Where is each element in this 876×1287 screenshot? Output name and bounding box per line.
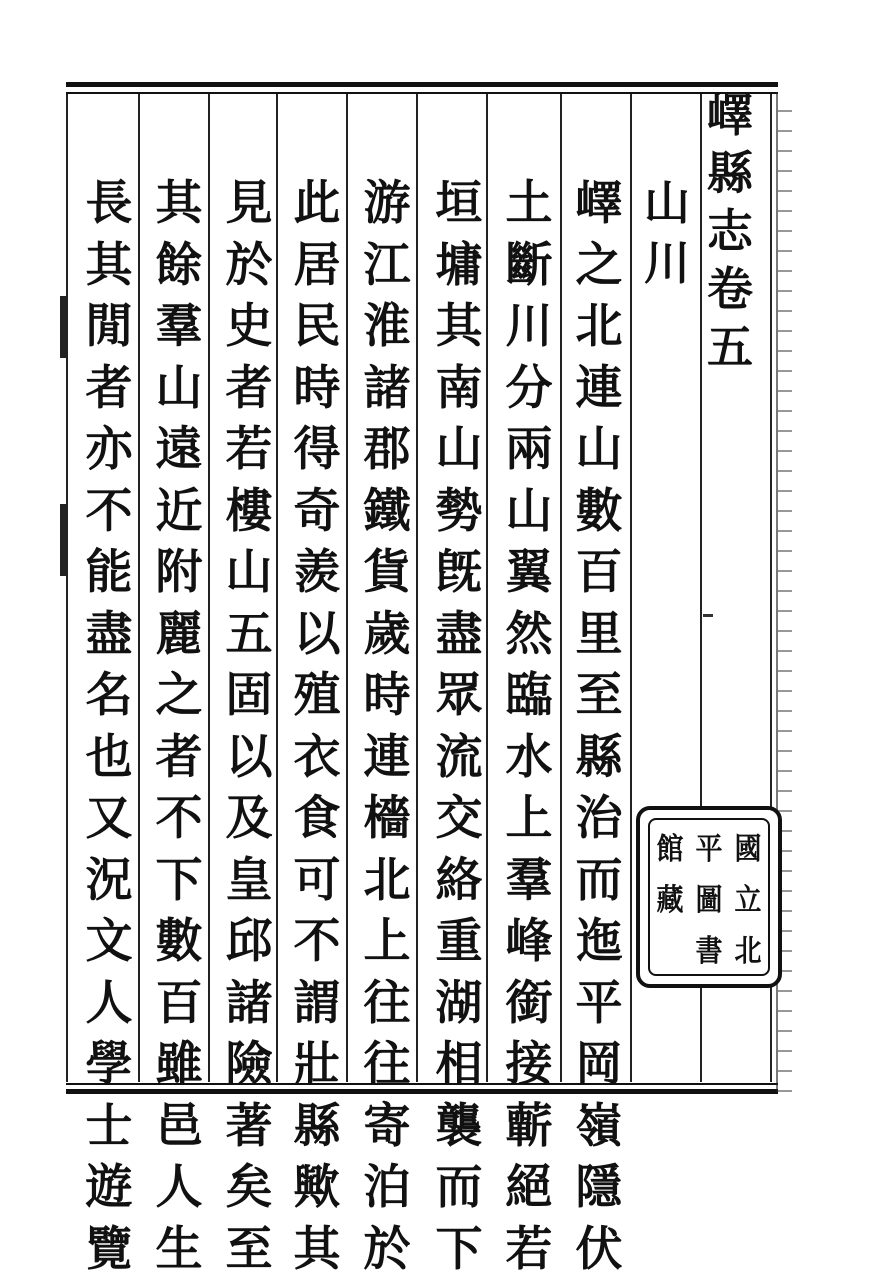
column-divider	[66, 94, 68, 1082]
top-border-rule	[66, 82, 778, 87]
body-char: 餘	[156, 242, 203, 304]
body-char: 其	[156, 180, 203, 242]
body-char: 麗	[156, 611, 203, 673]
body-char: 及	[226, 795, 273, 857]
body-char: 見	[226, 180, 273, 242]
seal-char: 館	[656, 824, 683, 868]
body-char: 連	[576, 365, 623, 427]
scan-edge-mark	[60, 296, 67, 358]
body-char: 里	[576, 611, 623, 673]
body-char: 百	[156, 980, 203, 1042]
body-char: 其	[436, 303, 483, 365]
text-column-1	[568, 180, 630, 1287]
body-char: 史	[226, 303, 273, 365]
body-char: 襲	[436, 1103, 483, 1165]
body-char: 下	[436, 1226, 483, 1287]
body-char: 嶺	[576, 1103, 623, 1165]
body-char: 於	[364, 1226, 411, 1287]
body-char: 又	[86, 795, 133, 857]
seal-inner-border	[648, 818, 770, 976]
body-char: 者	[226, 365, 273, 427]
body-char: 游	[364, 180, 411, 242]
body-char: 羣	[156, 303, 203, 365]
body-char: 之	[156, 672, 203, 734]
body-char: 上	[364, 918, 411, 980]
body-char: 然	[506, 611, 553, 673]
body-char: 伏	[576, 1226, 623, 1287]
body-char: 壯	[294, 1041, 341, 1103]
library-seal-stamp	[636, 806, 782, 988]
body-char: 得	[294, 426, 341, 488]
body-char: 雖	[156, 1041, 203, 1103]
body-char: 盡	[86, 611, 133, 673]
body-char: 不	[294, 918, 341, 980]
body-char: 者	[156, 734, 203, 796]
body-char: 況	[86, 857, 133, 919]
body-char: 閒	[86, 303, 133, 365]
body-char: 百	[576, 549, 623, 611]
body-char: 若	[506, 1226, 553, 1287]
body-char: 郡	[364, 426, 411, 488]
body-char: 絕	[506, 1164, 553, 1226]
body-char: 旣	[436, 549, 483, 611]
title-char: 志	[707, 208, 753, 266]
body-char: 檣	[364, 795, 411, 857]
body-char: 居	[294, 242, 341, 304]
body-char: 勢	[436, 488, 483, 550]
body-char: 諸	[226, 980, 273, 1042]
body-char: 墉	[436, 242, 483, 304]
body-char: 北	[576, 303, 623, 365]
body-char: 而	[576, 857, 623, 919]
body-char: 往	[364, 1041, 411, 1103]
body-char: 邱	[226, 918, 273, 980]
body-char: 下	[156, 857, 203, 919]
column-divider	[560, 94, 562, 1082]
body-char: 人	[86, 980, 133, 1042]
body-char: 奇	[294, 488, 341, 550]
body-char: 岡	[576, 1041, 623, 1103]
body-char: 隱	[576, 1164, 623, 1226]
body-char: 銜	[506, 980, 553, 1042]
body-char: 迤	[576, 918, 623, 980]
section-char: 川	[644, 240, 690, 300]
body-char: 矣	[226, 1164, 273, 1226]
body-char: 羨	[294, 549, 341, 611]
seal-char: 平	[695, 824, 722, 868]
body-char: 往	[364, 980, 411, 1042]
body-char: 盡	[436, 611, 483, 673]
body-char: 民	[294, 303, 341, 365]
body-char: 歲	[364, 611, 411, 673]
seal-char: 立	[735, 875, 762, 919]
title-char: 縣	[707, 150, 753, 208]
body-char: 而	[436, 1164, 483, 1226]
seal-char: 北	[735, 926, 762, 970]
body-char: 遠	[156, 426, 203, 488]
body-char: 士	[86, 1103, 133, 1165]
body-char: 貨	[364, 549, 411, 611]
body-char: 謂	[294, 980, 341, 1042]
seal-char: 圖	[695, 875, 722, 919]
body-char: 邑	[156, 1103, 203, 1165]
body-char: 時	[364, 672, 411, 734]
body-char: 分	[506, 365, 553, 427]
body-char: 山	[576, 426, 623, 488]
body-char: 長	[86, 180, 133, 242]
body-char: 以	[226, 734, 273, 796]
body-char: 上	[506, 795, 553, 857]
body-char: 於	[226, 242, 273, 304]
text-column-8	[78, 180, 140, 1287]
title-char: 嶧	[707, 92, 753, 150]
body-char: 平	[576, 980, 623, 1042]
body-char: 歟	[294, 1164, 341, 1226]
body-char: 交	[436, 795, 483, 857]
body-char: 殖	[294, 672, 341, 734]
body-char: 著	[226, 1103, 273, 1165]
seal-char: 書	[695, 926, 722, 970]
text-column-5	[286, 180, 348, 1287]
body-char: 江	[364, 242, 411, 304]
body-char: 覽	[86, 1226, 133, 1287]
top-inner-rule	[66, 92, 778, 94]
body-char: 者	[86, 365, 133, 427]
body-char: 遊	[86, 1164, 133, 1226]
body-char: 泊	[364, 1164, 411, 1226]
body-char: 生	[156, 1226, 203, 1287]
body-char: 以	[294, 611, 341, 673]
body-char: 淮	[364, 303, 411, 365]
body-char: 至	[226, 1226, 273, 1287]
body-char: 不	[156, 795, 203, 857]
body-char: 山	[506, 488, 553, 550]
body-char: 近	[156, 488, 203, 550]
seal-char: 國	[735, 824, 762, 868]
body-char: 名	[86, 672, 133, 734]
body-char: 五	[226, 611, 273, 673]
body-char: 食	[294, 795, 341, 857]
body-char: 蘄	[506, 1103, 553, 1165]
body-char: 土	[506, 180, 553, 242]
body-char: 可	[294, 857, 341, 919]
body-char: 眾	[436, 672, 483, 734]
body-char: 寄	[364, 1103, 411, 1165]
body-char: 嶧	[576, 180, 623, 242]
body-char: 衣	[294, 734, 341, 796]
body-char: 其	[86, 242, 133, 304]
column-divider	[630, 94, 632, 1082]
body-char: 樓	[226, 488, 273, 550]
body-char: 也	[86, 734, 133, 796]
body-char: 文	[86, 918, 133, 980]
body-char: 絡	[436, 857, 483, 919]
body-char: 垣	[436, 180, 483, 242]
body-char: 川	[506, 303, 553, 365]
body-char: 水	[506, 734, 553, 796]
volume-title	[698, 92, 762, 382]
body-char: 重	[436, 918, 483, 980]
body-char: 流	[436, 734, 483, 796]
body-char: 諸	[364, 365, 411, 427]
body-char: 學	[86, 1041, 133, 1103]
body-char: 亦	[86, 426, 133, 488]
body-char: 不	[86, 488, 133, 550]
body-char: 數	[156, 918, 203, 980]
title-char: 五	[707, 324, 753, 382]
body-char: 臨	[506, 672, 553, 734]
body-char: 時	[294, 365, 341, 427]
body-char: 兩	[506, 426, 553, 488]
body-char: 縣	[294, 1103, 341, 1165]
body-char: 山	[436, 426, 483, 488]
text-column-3	[428, 180, 490, 1287]
body-char: 北	[364, 857, 411, 919]
text-column-2	[498, 180, 560, 1287]
body-char: 皇	[226, 857, 273, 919]
body-char: 接	[506, 1041, 553, 1103]
body-char: 山	[156, 365, 203, 427]
text-column-7	[148, 180, 210, 1287]
body-char: 之	[576, 242, 623, 304]
section-heading	[636, 180, 698, 300]
section-char: 山	[644, 180, 690, 240]
text-column-6	[218, 180, 280, 1287]
body-char: 連	[364, 734, 411, 796]
body-char: 翼	[506, 549, 553, 611]
title-char: 卷	[707, 266, 753, 324]
body-char: 能	[86, 549, 133, 611]
text-column-4	[356, 180, 418, 1287]
body-char: 固	[226, 672, 273, 734]
ink-speck	[703, 614, 713, 617]
seal-char: 藏	[656, 875, 683, 919]
body-char: 險	[226, 1041, 273, 1103]
body-char: 羣	[506, 857, 553, 919]
body-char: 其	[294, 1226, 341, 1287]
body-char: 湖	[436, 980, 483, 1042]
scan-edge-mark	[60, 504, 67, 576]
body-char: 山	[226, 549, 273, 611]
body-char: 若	[226, 426, 273, 488]
body-char: 相	[436, 1041, 483, 1103]
body-char: 此	[294, 180, 341, 242]
body-char: 南	[436, 365, 483, 427]
body-char: 人	[156, 1164, 203, 1226]
body-char: 附	[156, 549, 203, 611]
body-char: 至	[576, 672, 623, 734]
body-char: 峰	[506, 918, 553, 980]
body-char: 鐵	[364, 488, 411, 550]
body-char: 縣	[576, 734, 623, 796]
body-char: 治	[576, 795, 623, 857]
body-char: 斷	[506, 242, 553, 304]
body-char: 數	[576, 488, 623, 550]
